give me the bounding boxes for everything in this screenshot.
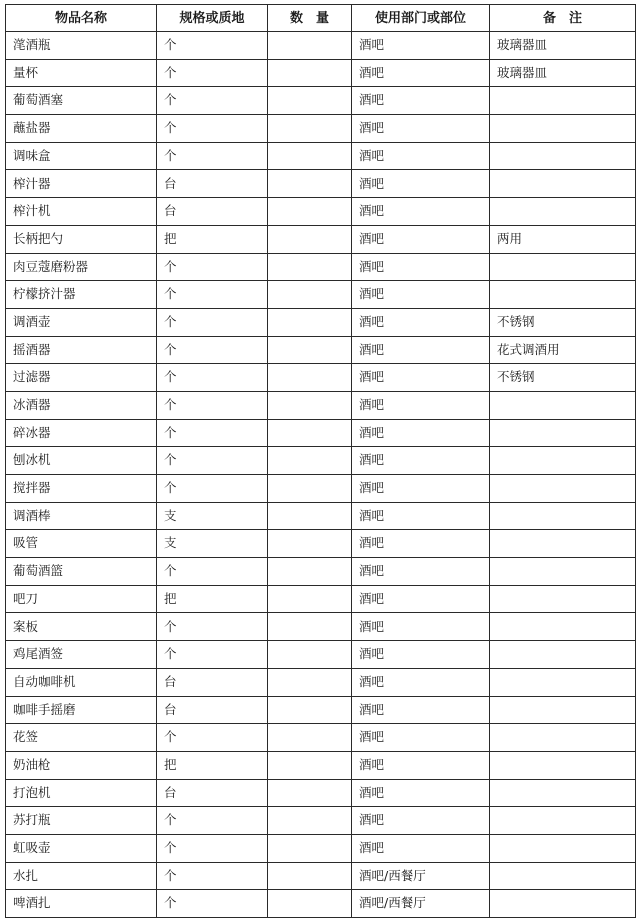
cell-quantity <box>268 253 352 281</box>
cell-item-name: 刨冰机 <box>6 447 157 475</box>
cell-remarks <box>490 585 636 613</box>
cell-spec: 个 <box>157 862 268 890</box>
cell-item-name: 鸡尾酒签 <box>6 641 157 669</box>
cell-quantity <box>268 308 352 336</box>
table-row <box>6 834 636 862</box>
cell-quantity <box>268 475 352 503</box>
table-row <box>6 225 636 253</box>
cell-item-name: 打泡机 <box>6 779 157 807</box>
cell-quantity <box>268 198 352 226</box>
table-header-row <box>6 5 636 32</box>
cell-department: 酒吧 <box>352 447 490 475</box>
cell-quantity <box>268 613 352 641</box>
cell-spec: 个 <box>157 558 268 586</box>
cell-department: 酒吧 <box>352 751 490 779</box>
cell-department: 酒吧 <box>352 807 490 835</box>
cell-item-name: 碎冰器 <box>6 419 157 447</box>
cell-spec: 个 <box>157 807 268 835</box>
cell-quantity <box>268 225 352 253</box>
cell-department: 酒吧 <box>352 502 490 530</box>
cell-item-name: 冰酒器 <box>6 391 157 419</box>
cell-remarks <box>490 724 636 752</box>
table-row <box>6 862 636 890</box>
table-row <box>6 32 636 60</box>
cell-department: 酒吧 <box>352 475 490 503</box>
cell-remarks <box>490 281 636 309</box>
cell-quantity <box>268 558 352 586</box>
cell-item-name: 调味盒 <box>6 142 157 170</box>
cell-department: 酒吧 <box>352 641 490 669</box>
cell-spec: 个 <box>157 890 268 918</box>
cell-spec: 个 <box>157 308 268 336</box>
cell-department: 酒吧 <box>352 530 490 558</box>
cell-item-name: 啤酒扎 <box>6 890 157 918</box>
cell-spec: 支 <box>157 530 268 558</box>
cell-department: 酒吧 <box>352 613 490 641</box>
cell-department: 酒吧 <box>352 779 490 807</box>
cell-quantity <box>268 668 352 696</box>
cell-spec: 台 <box>157 170 268 198</box>
cell-quantity <box>268 32 352 60</box>
cell-remarks: 花式调酒用 <box>490 336 636 364</box>
cell-department: 酒吧 <box>352 59 490 87</box>
cell-item-name: 调酒壶 <box>6 308 157 336</box>
cell-remarks: 玻璃器皿 <box>490 32 636 60</box>
cell-quantity <box>268 585 352 613</box>
cell-quantity <box>268 59 352 87</box>
header-department: 使用部门或部位 <box>352 5 490 32</box>
cell-spec: 个 <box>157 834 268 862</box>
cell-remarks <box>490 530 636 558</box>
cell-department: 酒吧/西餐厅 <box>352 890 490 918</box>
table-row <box>6 419 636 447</box>
cell-department: 酒吧 <box>352 253 490 281</box>
cell-department: 酒吧 <box>352 585 490 613</box>
cell-department: 酒吧 <box>352 198 490 226</box>
cell-item-name: 过滤器 <box>6 364 157 392</box>
cell-spec: 个 <box>157 641 268 669</box>
header-spec: 规格或质地 <box>157 5 268 32</box>
cell-remarks <box>490 558 636 586</box>
cell-remarks <box>490 641 636 669</box>
table-row <box>6 530 636 558</box>
table-row <box>6 475 636 503</box>
cell-department: 酒吧 <box>352 668 490 696</box>
cell-department: 酒吧 <box>352 32 490 60</box>
cell-department: 酒吧 <box>352 336 490 364</box>
cell-spec: 支 <box>157 502 268 530</box>
table-row <box>6 751 636 779</box>
cell-remarks <box>490 447 636 475</box>
cell-spec: 台 <box>157 198 268 226</box>
cell-item-name: 苏打瓶 <box>6 807 157 835</box>
cell-quantity <box>268 391 352 419</box>
cell-spec: 个 <box>157 87 268 115</box>
table-row <box>6 87 636 115</box>
cell-item-name: 滗酒瓶 <box>6 32 157 60</box>
cell-remarks <box>490 862 636 890</box>
cell-remarks <box>490 834 636 862</box>
cell-quantity <box>268 834 352 862</box>
table-row <box>6 696 636 724</box>
table-row <box>6 198 636 226</box>
cell-spec: 把 <box>157 225 268 253</box>
cell-remarks <box>490 115 636 143</box>
cell-remarks <box>490 419 636 447</box>
cell-quantity <box>268 641 352 669</box>
cell-remarks <box>490 668 636 696</box>
cell-department: 酒吧 <box>352 87 490 115</box>
equipment-table-sheet <box>5 4 635 918</box>
cell-quantity <box>268 862 352 890</box>
cell-remarks <box>490 696 636 724</box>
cell-item-name: 咖啡手摇磨 <box>6 696 157 724</box>
cell-remarks <box>490 391 636 419</box>
cell-spec: 把 <box>157 585 268 613</box>
cell-item-name: 搅拌器 <box>6 475 157 503</box>
cell-quantity <box>268 281 352 309</box>
cell-quantity <box>268 696 352 724</box>
cell-item-name: 吧刀 <box>6 585 157 613</box>
cell-item-name: 葡萄酒塞 <box>6 87 157 115</box>
cell-quantity <box>268 890 352 918</box>
table-row <box>6 724 636 752</box>
table-row <box>6 807 636 835</box>
header-item-name: 物品名称 <box>6 5 157 32</box>
cell-spec: 个 <box>157 142 268 170</box>
cell-spec: 个 <box>157 253 268 281</box>
cell-spec: 个 <box>157 364 268 392</box>
cell-item-name: 虹吸壶 <box>6 834 157 862</box>
table-row <box>6 613 636 641</box>
table-row <box>6 779 636 807</box>
cell-remarks <box>490 198 636 226</box>
cell-quantity <box>268 336 352 364</box>
cell-department: 酒吧 <box>352 558 490 586</box>
table-row <box>6 59 636 87</box>
cell-item-name: 蘸盐器 <box>6 115 157 143</box>
cell-quantity <box>268 751 352 779</box>
cell-department: 酒吧 <box>352 364 490 392</box>
cell-quantity <box>268 170 352 198</box>
cell-quantity <box>268 530 352 558</box>
cell-spec: 个 <box>157 447 268 475</box>
cell-remarks <box>490 502 636 530</box>
cell-quantity <box>268 87 352 115</box>
cell-remarks: 不锈钢 <box>490 364 636 392</box>
cell-quantity <box>268 502 352 530</box>
cell-item-name: 长柄把勺 <box>6 225 157 253</box>
table-row <box>6 890 636 918</box>
cell-spec: 个 <box>157 281 268 309</box>
table-row <box>6 502 636 530</box>
cell-spec: 个 <box>157 475 268 503</box>
table-row <box>6 641 636 669</box>
table-row <box>6 142 636 170</box>
cell-item-name: 柠檬挤汁器 <box>6 281 157 309</box>
cell-remarks <box>490 475 636 503</box>
header-quantity: 数 量 <box>268 5 352 32</box>
cell-item-name: 葡萄酒篮 <box>6 558 157 586</box>
cell-item-name: 水扎 <box>6 862 157 890</box>
table-row <box>6 447 636 475</box>
cell-remarks <box>490 779 636 807</box>
header-remarks: 备 注 <box>490 5 636 32</box>
cell-quantity <box>268 447 352 475</box>
cell-remarks: 不锈钢 <box>490 308 636 336</box>
table-row <box>6 391 636 419</box>
cell-remarks: 两用 <box>490 225 636 253</box>
table-row <box>6 585 636 613</box>
cell-spec: 台 <box>157 696 268 724</box>
cell-item-name: 自动咖啡机 <box>6 668 157 696</box>
cell-item-name: 调酒棒 <box>6 502 157 530</box>
cell-department: 酒吧 <box>352 724 490 752</box>
cell-remarks <box>490 807 636 835</box>
cell-spec: 个 <box>157 613 268 641</box>
cell-remarks <box>490 751 636 779</box>
cell-department: 酒吧 <box>352 834 490 862</box>
cell-department: 酒吧 <box>352 225 490 253</box>
table-row <box>6 558 636 586</box>
table-row <box>6 336 636 364</box>
cell-remarks <box>490 253 636 281</box>
cell-remarks <box>490 890 636 918</box>
cell-item-name: 案板 <box>6 613 157 641</box>
cell-remarks <box>490 142 636 170</box>
cell-item-name: 奶油枪 <box>6 751 157 779</box>
cell-department: 酒吧 <box>352 696 490 724</box>
cell-quantity <box>268 724 352 752</box>
cell-item-name: 榨汁机 <box>6 198 157 226</box>
cell-department: 酒吧 <box>352 142 490 170</box>
cell-item-name: 量杯 <box>6 59 157 87</box>
cell-item-name: 花签 <box>6 724 157 752</box>
cell-quantity <box>268 115 352 143</box>
table-body <box>6 32 636 918</box>
cell-item-name: 榨汁器 <box>6 170 157 198</box>
cell-spec: 个 <box>157 115 268 143</box>
cell-spec: 台 <box>157 668 268 696</box>
table-row <box>6 253 636 281</box>
cell-quantity <box>268 779 352 807</box>
cell-spec: 个 <box>157 419 268 447</box>
table-row <box>6 281 636 309</box>
cell-department: 酒吧 <box>352 419 490 447</box>
cell-department: 酒吧 <box>352 391 490 419</box>
cell-remarks <box>490 613 636 641</box>
cell-department: 酒吧/西餐厅 <box>352 862 490 890</box>
cell-department: 酒吧 <box>352 308 490 336</box>
cell-spec: 个 <box>157 336 268 364</box>
cell-remarks <box>490 87 636 115</box>
cell-department: 酒吧 <box>352 281 490 309</box>
cell-department: 酒吧 <box>352 115 490 143</box>
table-row <box>6 364 636 392</box>
cell-spec: 把 <box>157 751 268 779</box>
cell-quantity <box>268 364 352 392</box>
table-row <box>6 308 636 336</box>
cell-item-name: 摇酒器 <box>6 336 157 364</box>
cell-remarks: 玻璃器皿 <box>490 59 636 87</box>
table-row <box>6 170 636 198</box>
cell-spec: 个 <box>157 391 268 419</box>
cell-item-name: 吸管 <box>6 530 157 558</box>
cell-quantity <box>268 419 352 447</box>
cell-remarks <box>490 170 636 198</box>
table-row <box>6 668 636 696</box>
cell-quantity <box>268 142 352 170</box>
table-row <box>6 115 636 143</box>
cell-spec: 个 <box>157 724 268 752</box>
cell-quantity <box>268 807 352 835</box>
cell-spec: 个 <box>157 32 268 60</box>
equipment-table <box>5 4 636 918</box>
cell-spec: 台 <box>157 779 268 807</box>
cell-item-name: 肉豆蔻磨粉器 <box>6 253 157 281</box>
cell-department: 酒吧 <box>352 170 490 198</box>
cell-spec: 个 <box>157 59 268 87</box>
